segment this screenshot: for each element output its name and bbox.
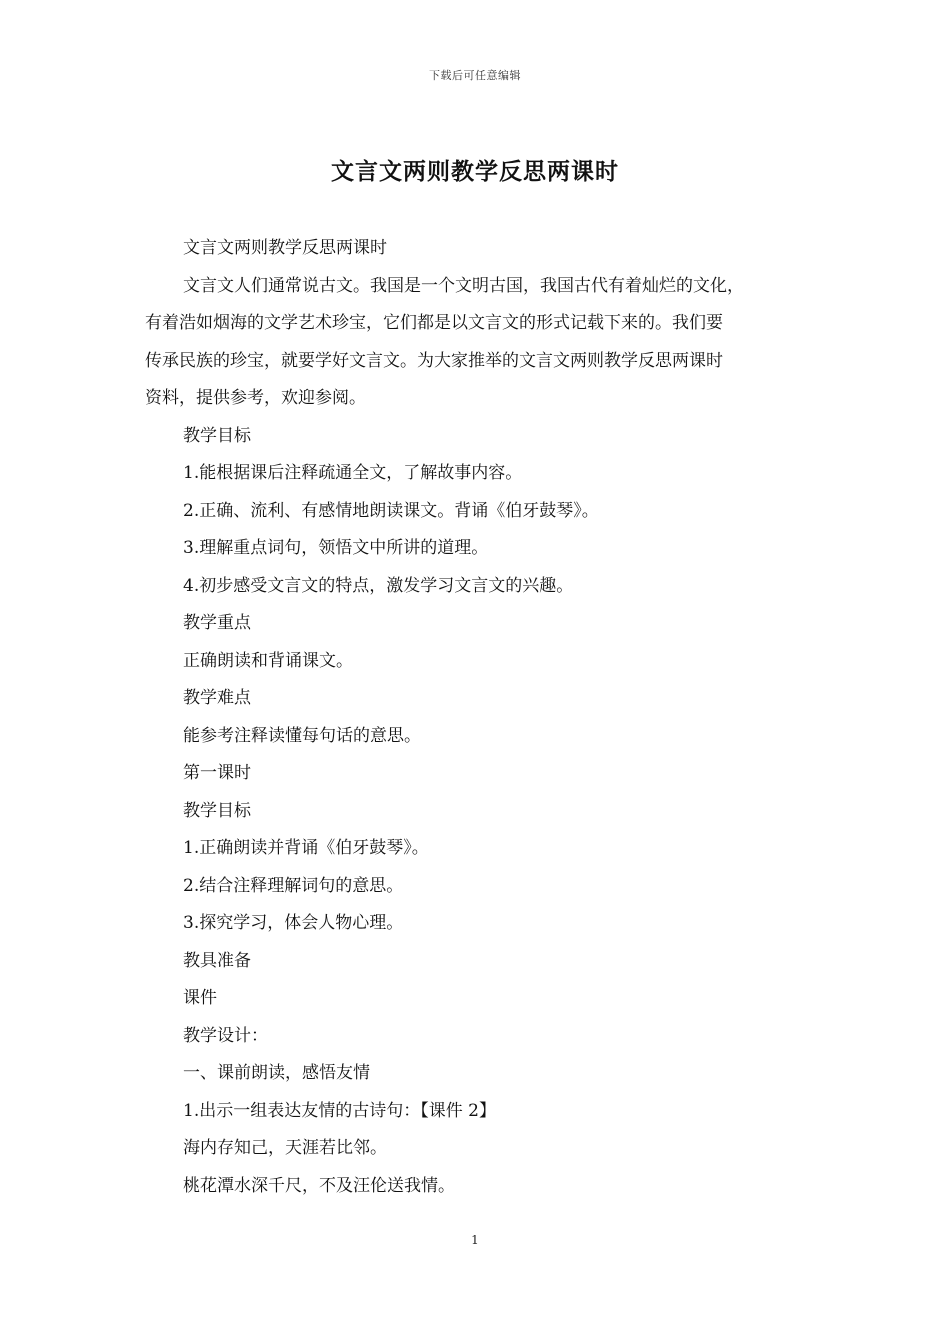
design-step-heading: 一、课前朗读，感悟友情 [183,1063,370,1083]
goal-item: 2.正确、流利、有感情地朗读课文。背诵《伯牙鼓琴》。 [183,500,599,521]
section-heading-key-points: 教学重点 [183,613,251,633]
document-title: 文言文两则教学反思两课时 [331,158,619,185]
section-heading-teaching-goals: 教学目标 [183,425,251,446]
goal-item: 3.理解重点词句，领悟文中所讲的道理。 [183,538,489,558]
materials-text: 课件 [183,988,217,1008]
header-note: 下载后可任意编辑 [429,69,521,82]
goal-item: 2.结合注释理解词句的意思。 [183,875,404,896]
goal-item: 1.能根据课后注释疏通全文，了解故事内容。 [183,463,523,483]
subtitle: 文言文两则教学反思两课时 [183,238,387,258]
poem-line: 海内存知己，天涯若比邻。 [183,1138,387,1158]
section-heading-teaching-goals: 教学目标 [183,800,251,821]
section-heading-design: 教学设计： [183,1025,268,1046]
goal-item: 3.探究学习，体会人物心理。 [183,913,404,933]
intro-paragraph [145,268,815,418]
section-heading-first-lesson: 第一课时 [183,763,251,783]
goal-item: 4.初步感受文言文的特点，激发学习文言文的兴趣。 [183,575,574,596]
section-heading-materials: 教具准备 [183,950,251,971]
intro-line: 有着浩如烟海的文学艺术珍宝，它们都是以文言文的形式记载下来的。我们要 [145,313,723,333]
page-number: 1 [471,1233,479,1247]
section-heading-difficulties: 教学难点 [183,688,251,708]
key-point-text: 正确朗读和背诵课文。 [183,650,353,671]
goal-item: 1.正确朗读并背诵《伯牙鼓琴》。 [183,838,429,858]
intro-line: 传承民族的珍宝，就要学好文言文。为大家推举的文言文两则教学反思两课时 [145,350,723,371]
difficulty-text: 能参考注释读懂每句话的意思。 [183,725,421,746]
design-step-item: 1.出示一组表达友情的古诗句：【课件 2】 [183,1100,496,1121]
document-body [145,230,815,1205]
poem-line: 桃花潭水深千尺，不及汪伦送我情。 [183,1175,455,1196]
intro-line: 资料，提供参考，欢迎参阅。 [145,388,366,408]
intro-line: 文言文人们通常说古文。我国是一个文明古国，我国古代有着灿烂的文化， [183,275,744,296]
